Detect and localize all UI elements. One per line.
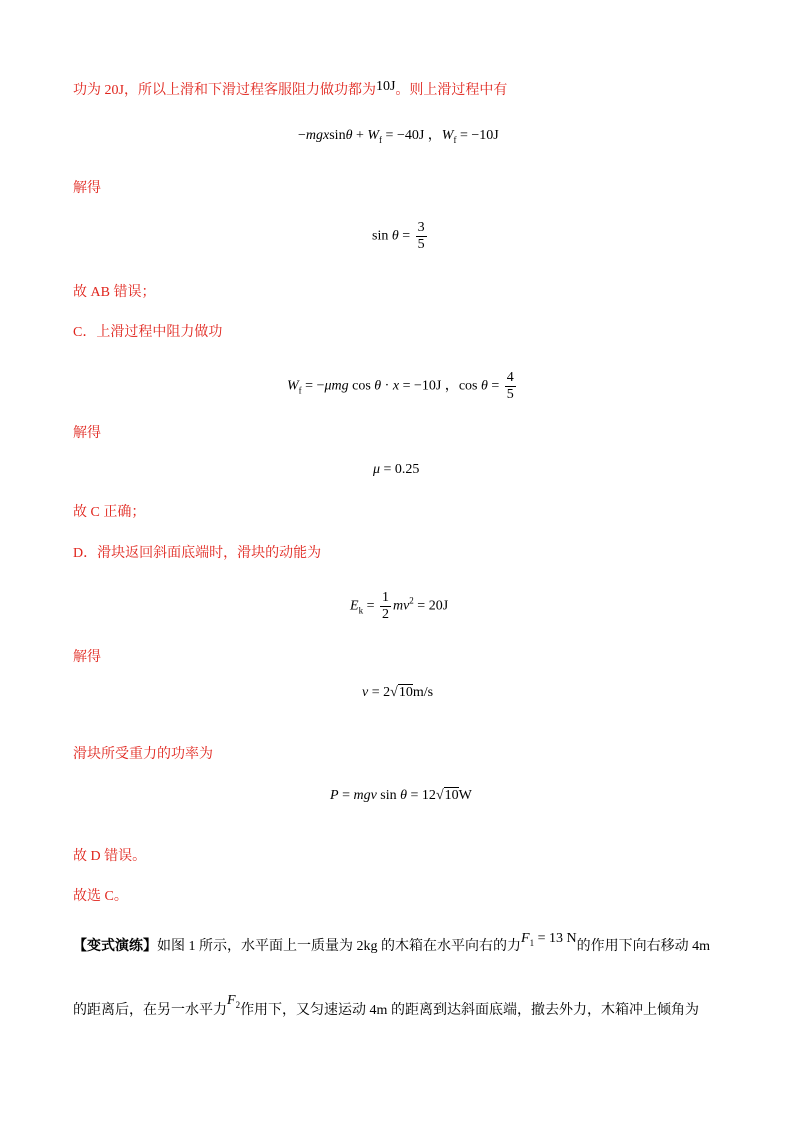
eq-token: =: [363, 598, 378, 614]
numerator: 1: [381, 590, 389, 605]
eq-token: μmg: [324, 378, 349, 394]
eq-token: cos: [348, 378, 375, 394]
eq-token: = 20J: [413, 598, 449, 614]
text-power: 滑块所受重力的功率为: [73, 747, 213, 762]
eq-token: W: [441, 128, 454, 143]
equation-2: [372, 220, 429, 253]
eq-token: +: [352, 128, 368, 143]
eq-token: μ: [373, 462, 381, 477]
radicand: 10: [398, 685, 413, 700]
eq-token: 2: [409, 595, 414, 606]
eq-token: k: [358, 605, 364, 616]
eq-token: = −10J: [456, 128, 499, 143]
variant-exercise-line-2: [73, 993, 699, 1024]
eq-token: =: [398, 228, 414, 244]
text-segment: 功为 20J，所以上滑和下滑过程客服阻力做功都为: [73, 83, 376, 98]
text-option-c: C．上滑过程中阻力做功: [73, 325, 223, 340]
numerator: 3: [417, 220, 425, 235]
text-conclusion-d: 故 D 错误。: [73, 849, 147, 864]
eq-token: mgx: [305, 128, 330, 143]
text-choose-c: 故选 C。: [73, 889, 128, 904]
text-conclusion-c: 故 C 正确；: [73, 505, 146, 520]
eq-token: sin: [329, 128, 346, 143]
eq-token: mv: [392, 598, 410, 614]
equation-6: [362, 684, 433, 702]
eq-token: x: [392, 378, 400, 394]
text-option-d: D．滑块返回斜面底端时，滑块的动能为: [73, 546, 322, 561]
text-segment: 的作用下向右移动 4m: [576, 939, 710, 954]
value-10j: 10J: [375, 79, 396, 94]
eq-token: f: [379, 135, 383, 145]
eq-token: = −10J ，: [399, 378, 459, 394]
eq-token: ·: [381, 378, 393, 394]
eq-token: W: [287, 378, 299, 394]
eq-token: = −40J ，: [382, 128, 442, 143]
equation-3: [287, 370, 518, 403]
eq-token: =: [487, 378, 503, 394]
eq-token: θ: [391, 228, 399, 244]
text-jiede-2: 解得: [73, 426, 101, 441]
eq-token: mgv: [353, 788, 377, 803]
denominator: 2: [381, 607, 389, 622]
equation-1: [298, 127, 499, 149]
fraction: [380, 590, 391, 623]
text-segment: 如图 1 所示，水平面上一质量为 2kg 的木箱在水平向右的力: [157, 939, 521, 954]
eq-token: θ: [374, 378, 382, 394]
sqrt-icon: √: [390, 685, 398, 700]
eq-token: m/s: [412, 685, 434, 700]
text-segment: 。则上滑过程中有: [395, 83, 508, 98]
denominator: 5: [506, 387, 514, 402]
text-segment: 的距离后，在另一水平力: [73, 1003, 227, 1018]
eq-token: f: [453, 135, 457, 145]
eq-token: F: [227, 993, 236, 1008]
eq-token: = 0.25: [380, 462, 420, 477]
text-segment: 作用下，又匀速运动 4m 的距离到达斜面底端，撤去外力，木箱冲上倾角为: [240, 1003, 699, 1018]
equation-7: [330, 787, 472, 805]
eq-token: θ: [400, 788, 408, 803]
eq-token: θ: [345, 128, 353, 143]
eq-token: 1: [529, 938, 535, 948]
eq-token: = −: [301, 378, 325, 394]
eq-token: −: [298, 128, 306, 143]
radicand: 10: [444, 788, 459, 803]
eq-token: W: [367, 128, 380, 143]
numerator: 4: [506, 370, 514, 385]
variant-tag: 【变式演练】: [73, 939, 157, 954]
eq-token: F: [521, 931, 530, 946]
text-conclusion-ab: 故 AB 错误；: [73, 285, 156, 300]
eq-token: v: [362, 685, 369, 700]
eq-token: sin: [376, 788, 401, 803]
text-line-work: [73, 78, 507, 100]
denominator: 5: [417, 237, 425, 252]
eq-token: θ: [480, 378, 488, 394]
eq-token: = 12: [407, 788, 436, 803]
eq-token: = 13 N: [534, 931, 577, 946]
fraction: [505, 370, 516, 403]
eq-token: = 2: [368, 685, 391, 700]
equation-5: [350, 590, 448, 623]
eq-token: P: [330, 788, 339, 803]
eq-token: W: [458, 788, 472, 803]
eq-token: 2: [235, 1000, 241, 1010]
eq-token: f: [298, 385, 302, 396]
eq-token: sin: [372, 228, 389, 244]
eq-token: E: [350, 598, 359, 614]
eq-token: cos: [458, 378, 481, 394]
eq-token: =: [338, 788, 354, 803]
equation-4: [373, 461, 419, 479]
fraction: [416, 220, 427, 253]
variant-exercise-line-1: [73, 931, 710, 960]
text-jiede-1: 解得: [73, 181, 101, 196]
text-jiede-3: 解得: [73, 650, 101, 665]
sqrt-icon: √: [435, 788, 444, 803]
